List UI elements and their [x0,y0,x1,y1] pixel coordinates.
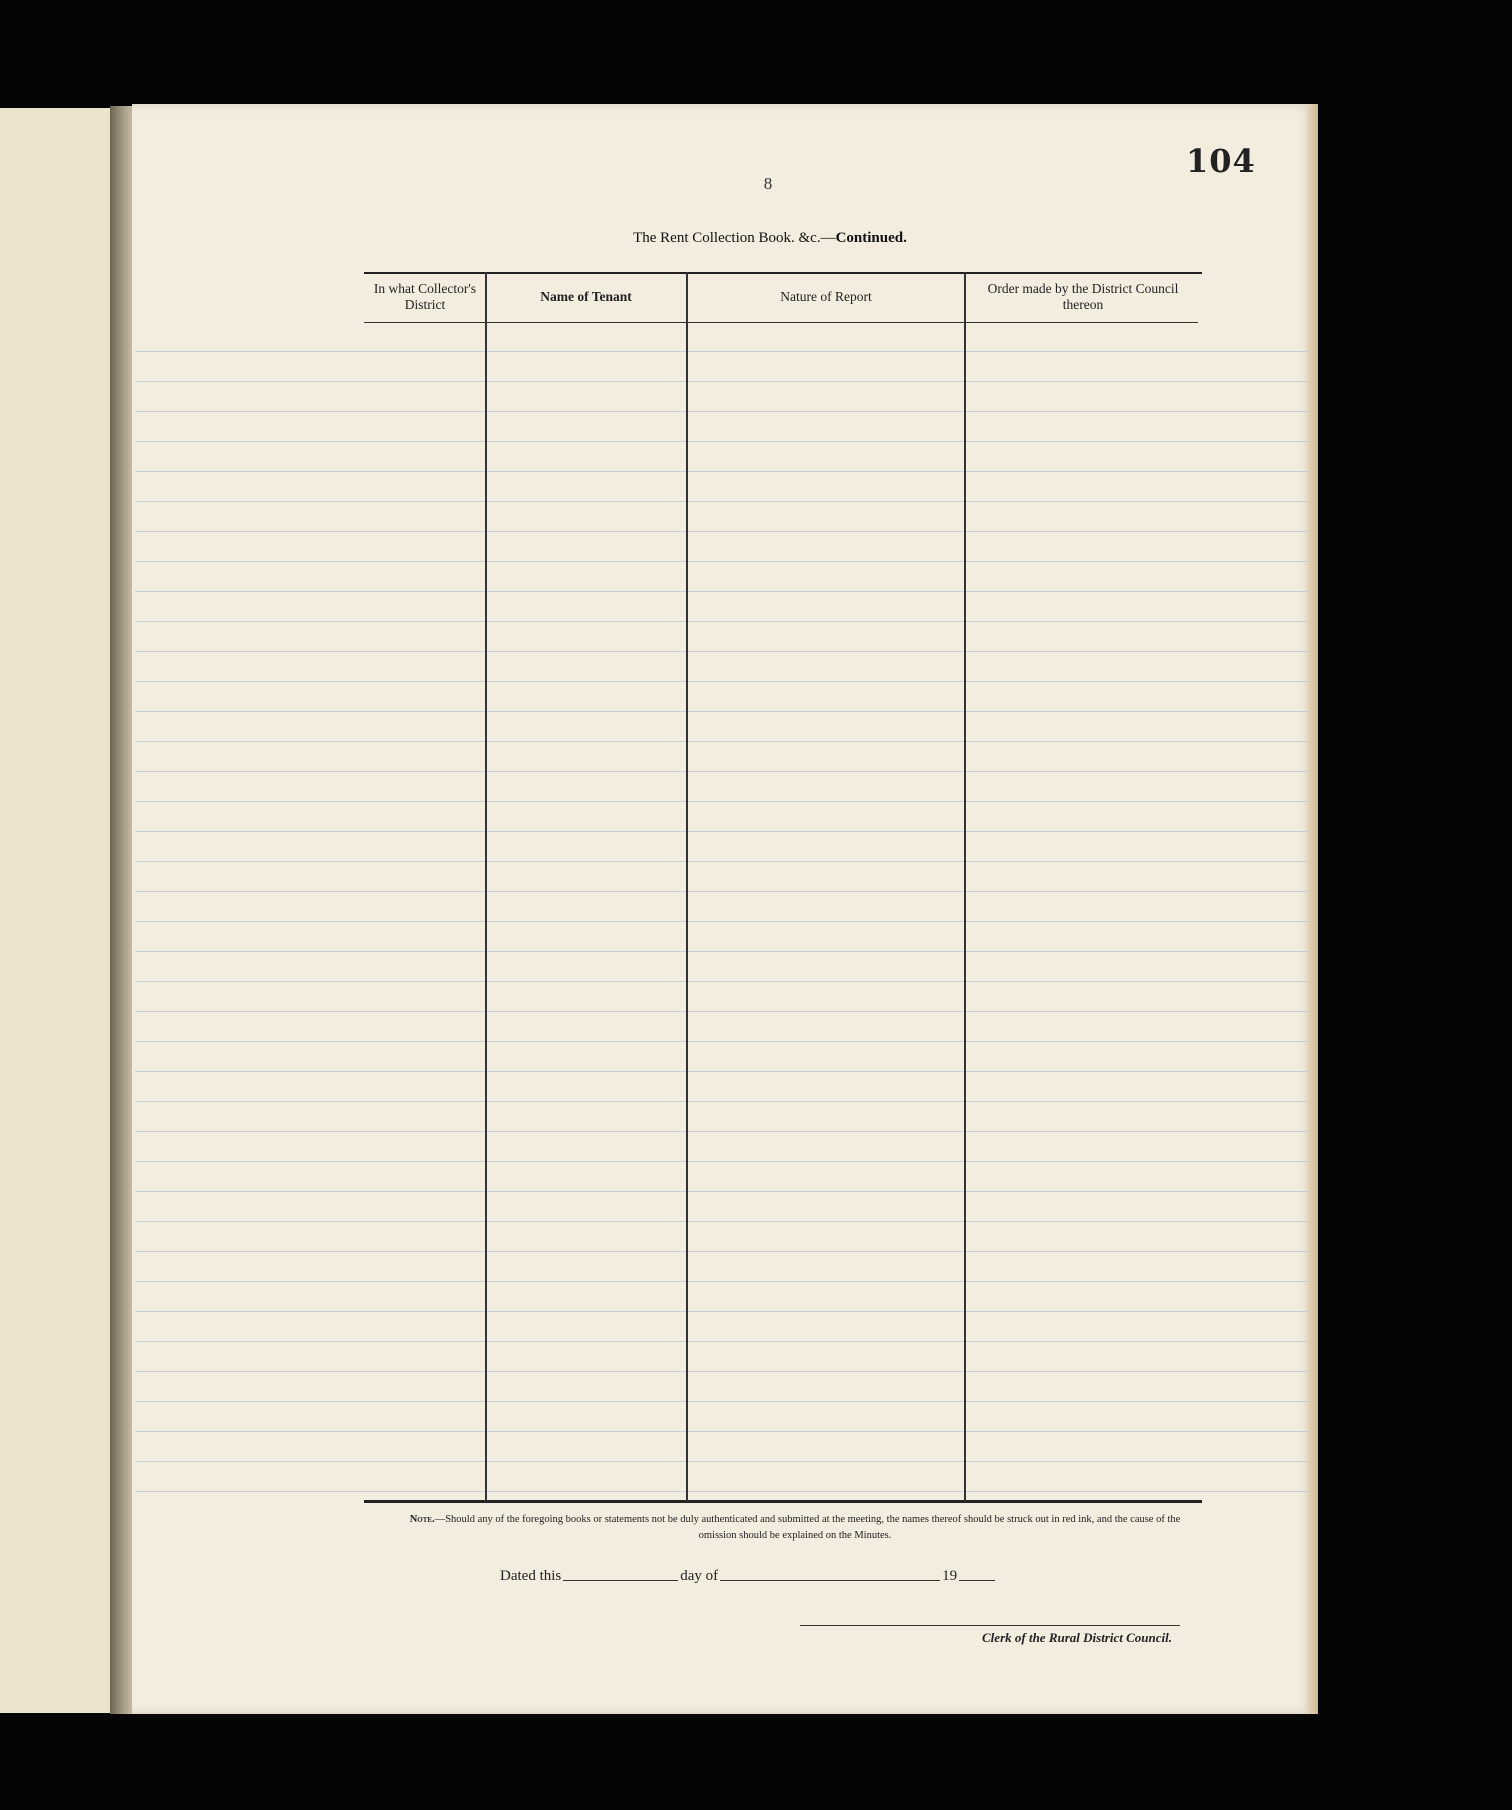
column-header-order: Order made by the District Council thereon [987,281,1179,312]
page-number: 8 [763,174,773,193]
dated-year: 19 [942,1568,958,1584]
year-blank[interactable] [959,1579,995,1581]
month-blank[interactable] [720,1579,940,1581]
note-label: Note. [409,1514,435,1525]
column-header-district: In what Collector's District [373,281,477,312]
column-divider [485,272,487,1502]
title-main: The Rent Collection Book. &c.— [633,230,836,246]
note-text: —Should any of the foregoing books or statements not be duly authenticated and submitted at the meeting, the names thereof should be struck out in red ink, and the cause of the omission should be explained on the Minutes. [434,1514,1181,1542]
ruled-lines [135,322,1310,1502]
title-continued: Continued. [835,230,907,246]
dated-line [500,1568,997,1585]
folio-number: 104 [1186,142,1256,180]
column-divider [686,272,688,1502]
footnote [400,1512,1190,1545]
column-header-report: Nature of Report [780,289,872,305]
column-divider [964,272,966,1502]
column-header-tenant: Name of Tenant [540,289,632,305]
table-bottom-rule [364,1500,1202,1503]
day-blank[interactable] [563,1579,678,1581]
dated-middle: day of [680,1568,719,1584]
header-rule [364,322,1198,323]
page-title [560,230,980,247]
left-page [0,108,118,1713]
signature-caption: Clerk of the Rural District Council. [982,1630,1172,1645]
dated-prefix: Dated this [500,1568,562,1584]
signature-line[interactable] [800,1625,1180,1626]
